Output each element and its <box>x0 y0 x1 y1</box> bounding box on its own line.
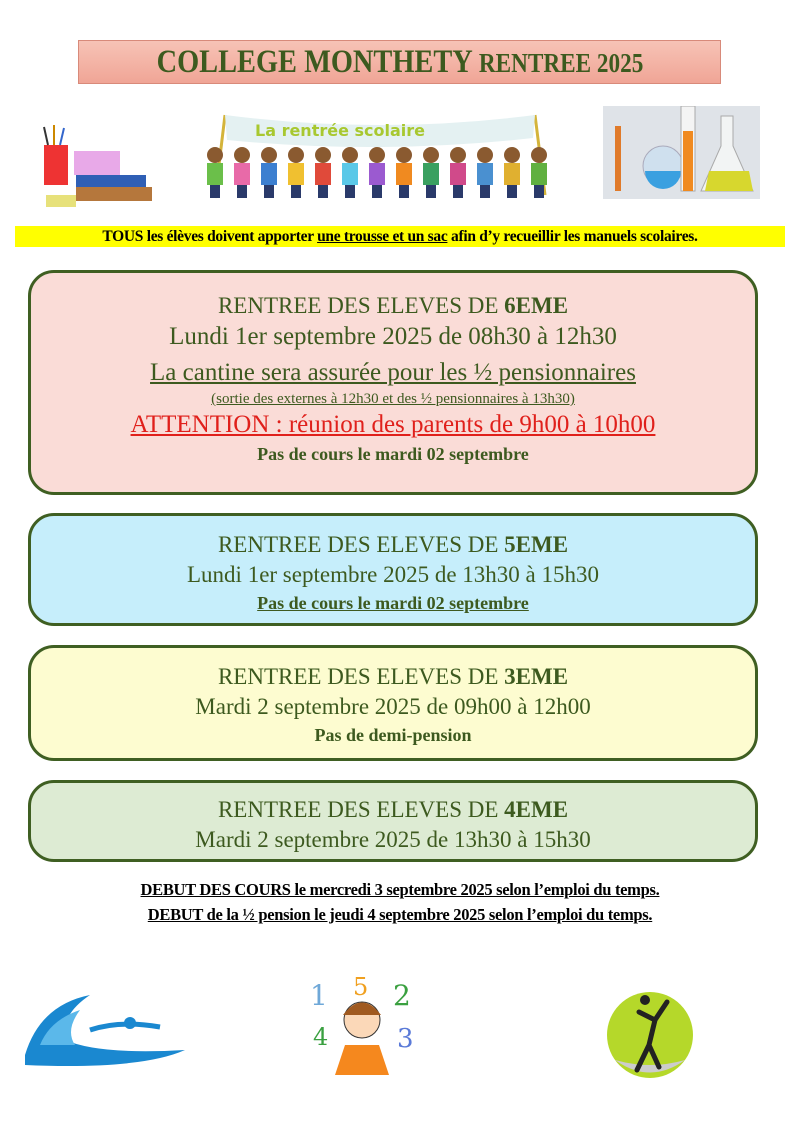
kid-legs <box>210 185 220 198</box>
section-note: Pas de cours le mardi 02 septembre <box>257 593 529 613</box>
svg-text:5: 5 <box>353 975 369 1001</box>
kid-legs <box>507 185 517 198</box>
kid-body <box>423 163 439 185</box>
sortie-info: (sortie des externes à 12h30 et des ½ pensionnaires à 13h30) <box>211 391 575 407</box>
section-date: Mardi 2 septembre 2025 de 09h00 à 12h00 <box>195 694 591 719</box>
section-heading: RENTREE DES ELEVES DE 4EME <box>217 797 569 822</box>
kid-head <box>423 147 439 163</box>
kid-head <box>261 147 277 163</box>
volleyball-image <box>605 990 695 1080</box>
school-supplies-image <box>38 125 158 215</box>
kid-body <box>234 163 250 185</box>
svg-text:1: 1 <box>310 979 328 1012</box>
kid-body <box>288 163 304 185</box>
title-school: COLLEGE MONTHETY <box>156 44 472 80</box>
section-heading: RENTREE DES ELEVES DE 5EME <box>217 532 569 557</box>
section-3eme <box>28 645 758 761</box>
laboratory-glassware-image <box>603 106 760 199</box>
kid-legs <box>291 185 301 198</box>
kid-legs <box>453 185 463 198</box>
kid-body <box>396 163 412 185</box>
swimmer-image <box>20 985 190 1070</box>
kid-head <box>450 147 466 163</box>
kid-legs <box>345 185 355 198</box>
svg-text:4: 4 <box>313 1023 329 1051</box>
section-heading: RENTREE DES ELEVES DE 6EME <box>217 293 569 318</box>
notice-text: TOUS les élèves doivent apporter <box>102 228 318 245</box>
section-6eme <box>28 270 758 495</box>
kid-head <box>504 147 520 163</box>
kid-head <box>315 147 331 163</box>
footer-line-pension: DEBUT de la ½ pension le jeudi 4 septembre 2025 selon l’emploi du temps. <box>147 905 653 924</box>
section-date: Lundi 1er septembre 2025 de 13h30 à 15h30 <box>187 562 599 587</box>
kid-body <box>531 163 547 185</box>
kid-legs <box>534 185 544 198</box>
section-heading: RENTREE DES ELEVES DE 3EME <box>217 664 569 689</box>
kid-head <box>396 147 412 163</box>
section-date: Lundi 1er septembre 2025 de 08h30 à 12h30 <box>169 323 617 350</box>
kid-legs <box>426 185 436 198</box>
notice-text-end: afin d’y recueillir les manuels scolaires. <box>447 228 698 245</box>
kid-head <box>288 147 304 163</box>
rentree-scolaire-banner-image <box>195 110 575 200</box>
kid-legs <box>372 185 382 198</box>
supplies-notice <box>15 226 785 247</box>
kid-legs <box>399 185 409 198</box>
cantine-info: La cantine sera assurée pour les ½ pensionnaires <box>150 359 636 386</box>
kid-body <box>342 163 358 185</box>
kid-head <box>342 147 358 163</box>
section-4eme <box>28 780 758 862</box>
footer-line-cours: DEBUT DES COURS le mercredi 3 septembre 2025 selon l’emploi du temps. <box>140 880 660 899</box>
kid-head <box>207 147 223 163</box>
kid-body <box>261 163 277 185</box>
section-note: Pas de cours le mardi 02 septembre <box>257 444 529 464</box>
kid-body <box>207 163 223 185</box>
section-5eme <box>28 513 758 626</box>
notice-highlight: une trousse et un sac <box>317 228 448 245</box>
kid-body <box>315 163 331 185</box>
kid-legs <box>480 185 490 198</box>
kid-legs <box>264 185 274 198</box>
kid-head <box>234 147 250 163</box>
kid-head <box>477 147 493 163</box>
kid-body <box>477 163 493 185</box>
svg-text:2: 2 <box>393 979 411 1012</box>
kid-body <box>369 163 385 185</box>
attention-notice: ATTENTION : réunion des parents de 9h00 à 10h00 <box>130 411 656 438</box>
title-year: RENTREE 2025 <box>478 48 643 78</box>
kid-head <box>531 147 547 163</box>
section-note: Pas de demi-pension <box>314 725 472 745</box>
section-date: Mardi 2 septembre 2025 de 13h30 à 15h30 <box>195 827 591 852</box>
kid-body <box>450 163 466 185</box>
page-title <box>78 40 721 84</box>
numbers-girl-image <box>305 975 420 1085</box>
kid-legs <box>237 185 247 198</box>
svg-text:3: 3 <box>397 1024 414 1054</box>
kid-legs <box>318 185 328 198</box>
kid-body <box>504 163 520 185</box>
banner-text: La rentrée scolaire <box>255 121 426 140</box>
kid-head <box>369 147 385 163</box>
